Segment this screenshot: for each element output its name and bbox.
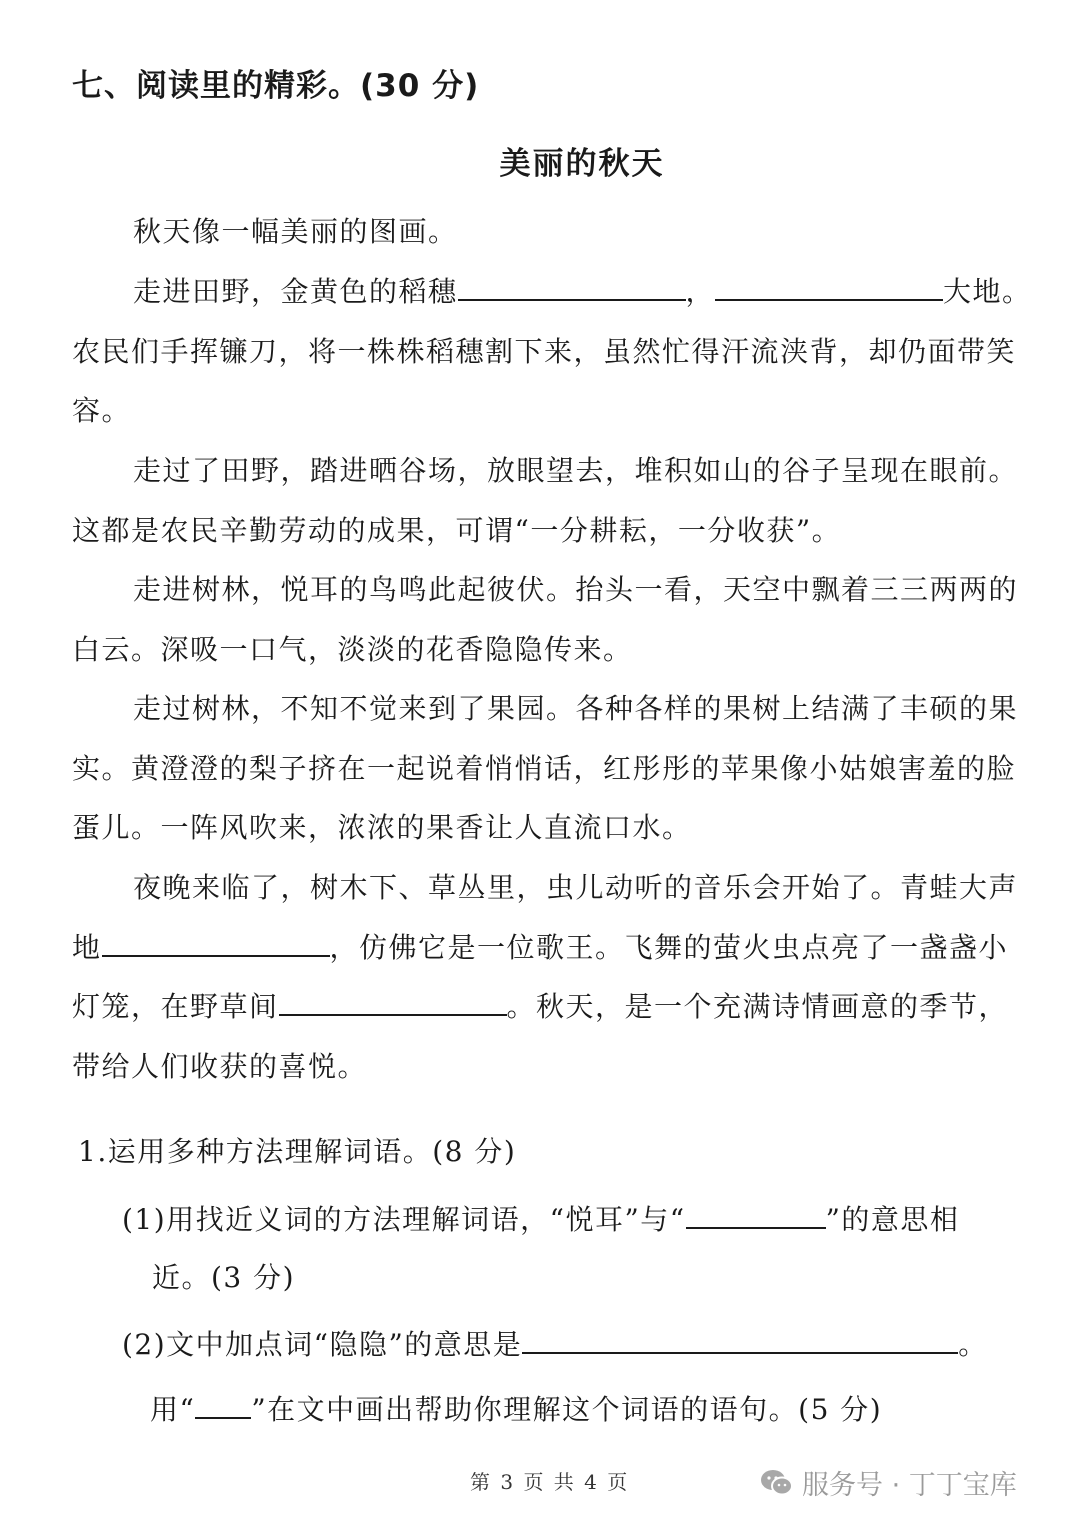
paragraph-3: 走过了田野，踏进晒谷场，放眼望去，堆积如山的谷子呈现在眼前。这都是农民辛勤劳动的成果，可谓“一分耕耘，一分收获”。 bbox=[72, 454, 1019, 547]
paragraph-2 bbox=[72, 262, 1032, 441]
paragraph-5: 走过树林，不知不觉来到了果园。各种各样的果树上结满了丰硕的果实。黄澄澄的梨子挤在一起说着悄悄话，红彤彤的苹果像小姑娘害羞的脸蛋儿。一阵风吹来，浓浓的果香让人直流口水。 bbox=[72, 692, 1019, 844]
question-1: 1.运用多种方法理解词语。(8 分) bbox=[78, 1135, 517, 1168]
paragraph-4: 走进树林，悦耳的鸟鸣此起彼伏。抬头一看，天空中飘着三三两两的白云。深吸一口气，淡淡的花香隐隐传来。 bbox=[72, 573, 1019, 666]
paragraph-6-text-b: ，仿佛它是一位歌王。飞舞的萤火虫点亮了一盏盏小灯笼，在野草间 bbox=[72, 930, 1009, 1023]
paragraph-2-text-b: ， bbox=[685, 275, 716, 308]
question-1-3-text-a: 用“ bbox=[150, 1393, 196, 1426]
paragraph-2-text-a: 走进田野，金黄色的稻穗 bbox=[133, 275, 458, 308]
answer-blank-3[interactable] bbox=[102, 921, 330, 957]
paragraph-6-text-a: 夜晚来临了，树木下、草丛里，虫儿动听的音乐会开始了。青蛙大声地 bbox=[72, 871, 1019, 964]
paragraph-1: 秋天像一幅美丽的图画。 bbox=[133, 215, 458, 248]
question-1-1-cont: 近。(3 分) bbox=[152, 1261, 296, 1294]
answer-blank-6[interactable] bbox=[522, 1318, 958, 1354]
wechat-icon bbox=[760, 1469, 794, 1497]
page-footer: 第 3 页 共 4 页 bbox=[470, 1470, 630, 1494]
question-1-1-text-b: ”的意思相 bbox=[825, 1203, 960, 1236]
article-title: 美丽的秋天 bbox=[499, 146, 665, 182]
watermark-text: 服务号 · 丁丁宝库 bbox=[802, 1470, 1017, 1501]
answer-blank-5[interactable] bbox=[686, 1193, 826, 1229]
answer-blank-2[interactable] bbox=[715, 265, 943, 301]
paragraph-6 bbox=[72, 858, 1032, 1096]
question-1-3 bbox=[150, 1383, 882, 1428]
section-title: 七、阅读里的精彩。(30 分) bbox=[72, 68, 480, 104]
question-1-2-text-a: (2)文中加点词“隐隐”的意思是 bbox=[122, 1328, 523, 1361]
watermark bbox=[760, 1463, 1017, 1502]
paragraph-6-text-c: 。秋天，是一个充满诗情画意的季节，带给人们收获的喜悦。 bbox=[72, 990, 1009, 1083]
question-1-1 bbox=[122, 1193, 959, 1238]
question-1-2 bbox=[122, 1318, 988, 1363]
question-1-3-text-b: ”在文中画出帮助你理解这个词语的语句。(5 分) bbox=[251, 1393, 883, 1426]
underline-sample bbox=[195, 1383, 251, 1419]
answer-blank-4[interactable] bbox=[279, 980, 507, 1016]
question-1-2-text-b: 。 bbox=[958, 1328, 988, 1361]
answer-blank-1[interactable] bbox=[458, 265, 686, 301]
paragraph-2-text-c: 大地。农民们手挥镰刀，将一株株稻穗割下来，虽然忙得汗流浃背，却仍面带笑容。 bbox=[72, 275, 1032, 427]
question-1-1-text-a: (1)用找近义词的方法理解词语，“悦耳”与“ bbox=[122, 1203, 686, 1236]
